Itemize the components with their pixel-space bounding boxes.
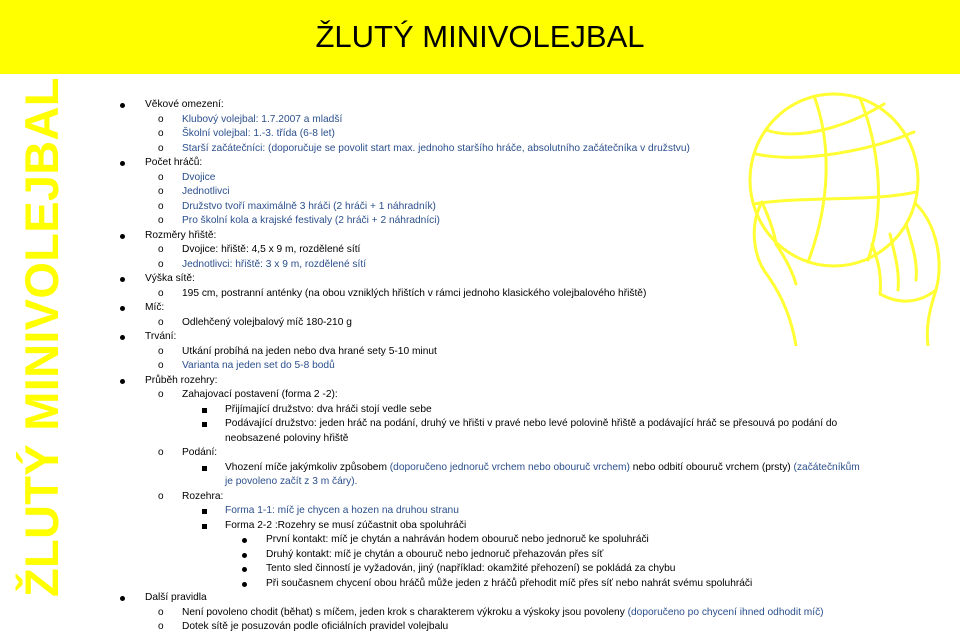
section-heading: Další pravidla xyxy=(145,592,207,603)
list-item xyxy=(100,272,900,287)
square-bullet-icon xyxy=(202,509,207,514)
bullet-icon xyxy=(242,567,247,572)
circle-bullet-icon: o xyxy=(158,360,164,371)
circle-bullet-icon: o xyxy=(158,621,164,632)
bullet-icon xyxy=(120,306,125,311)
list-item: o 195 cm, postranní anténky (na obou vzniklých hřištích v rámci jednoho klasického volejbalového hřiště) xyxy=(100,287,900,302)
list-item: o Dvojice: hřiště: 4,5 x 9 m, rozdělené sítí xyxy=(100,243,900,258)
list-item: o Odlehčený volejbalový míč 180-210 g xyxy=(100,316,900,331)
circle-bullet-icon: o xyxy=(158,142,164,154)
list-item: o Není povoleno chodit (běhat) s míčem, jeden krok s charakterem výkroku a výskoky jsou povoleny (doporučeno po chycení ihned odhodit míč) xyxy=(100,606,900,621)
circle-bullet-icon: o xyxy=(158,287,164,299)
circle-bullet-icon: o xyxy=(158,215,164,226)
section-heading: Věkové omezení: xyxy=(145,99,224,110)
bullet-icon xyxy=(242,538,247,543)
list-item: o Dotek sítě je posuzován podle oficiálních pravidel volejbalu xyxy=(100,620,900,635)
list-item: Vhození míče jakýmkoliv způsobem (doporučeno jednoruč vrchem nebo obouruč vrchem) nebo odbití obouruč vrchem (prsty) (začátečníkům xyxy=(100,461,900,476)
list-item: o Jednotlivci xyxy=(100,185,900,200)
square-bullet-icon xyxy=(202,422,207,427)
list-item: Podávající družstvo: jeden hráč na podání, druhý ve hřišti v pravé nebo levé polovině hřiště a podávající hráč se přesouvá po podání do xyxy=(100,417,900,432)
list-item: Při současnem chycení obou hráčů může jeden z hráčů přehodit míč přes síť nebo nahrát svému spoluhráči xyxy=(100,577,900,592)
circle-bullet-icon: o xyxy=(158,128,164,139)
list-item: o Školní volejbal: 1.-3. třída (6-8 let) xyxy=(100,127,900,142)
section-heading: Trvání: xyxy=(145,331,177,342)
list-item xyxy=(100,591,900,606)
page-title: ŽLUTÝ MINIVOLEJBAL xyxy=(315,19,645,54)
circle-bullet-icon: o xyxy=(158,113,164,125)
list-item: Přijímající družstvo: dva hráči stojí vedle sebe xyxy=(100,403,900,418)
section-heading: Výška sítě: xyxy=(145,273,195,284)
list-item xyxy=(100,156,900,171)
list-item: o Jednotlivci: hřiště: 3 x 9 m, rozdělené sítí xyxy=(100,258,900,273)
list-item: o Rozehra: xyxy=(100,490,900,505)
circle-bullet-icon: o xyxy=(158,186,164,197)
section-heading: Míč: xyxy=(145,302,165,313)
list-item xyxy=(100,301,900,316)
list-item xyxy=(100,374,900,389)
section-heading: Rozměry hřiště: xyxy=(145,229,217,241)
circle-bullet-icon: o xyxy=(158,200,164,212)
bullet-icon xyxy=(120,161,125,166)
bullet-icon xyxy=(120,335,125,340)
circle-bullet-icon: o xyxy=(158,258,164,270)
rules-list xyxy=(100,98,900,635)
side-title: ŽLUTÝ MINIVOLEJBAL xyxy=(15,77,68,597)
title-banner xyxy=(0,0,960,74)
list-item: o Varianta na jeden set do 5-8 bodů xyxy=(100,359,900,374)
square-bullet-icon xyxy=(202,466,207,471)
circle-bullet-icon: o xyxy=(158,389,164,400)
list-item: o Dvojice xyxy=(100,171,900,186)
list-item-continuation: neobsazené poloviny hřiště xyxy=(225,432,349,444)
list-item: o Družstvo tvoří maximálně 3 hráči (2 hráči + 1 náhradník) xyxy=(100,200,900,215)
bullet-icon xyxy=(242,582,247,587)
circle-bullet-icon: o xyxy=(158,171,164,183)
bullet-icon xyxy=(242,553,247,558)
square-bullet-icon xyxy=(202,408,207,413)
circle-bullet-icon: o xyxy=(158,606,164,618)
hand-right xyxy=(916,204,939,346)
section-heading: Průběh rozehry: xyxy=(145,374,218,386)
list-item: Forma 2-2 :Rozehry se musí zúčastnit oba spoluhráči xyxy=(100,519,900,534)
list-item: Forma 1-1: míč je chycen a hozen na druhou stranu xyxy=(100,504,900,519)
bullet-icon xyxy=(120,103,125,108)
list-item: Druhý kontakt: míč je chytán a obouruč nebo jednoruč přehazován přes síť xyxy=(100,548,900,563)
square-bullet-icon xyxy=(202,524,207,529)
bullet-icon xyxy=(120,277,125,282)
hand-right-finger xyxy=(906,224,916,280)
list-item: o Podání: xyxy=(100,446,900,461)
list-item: První kontakt: míč je chytán a nahráván hodem obouruč nebo jednoruč ke spoluhráči xyxy=(100,533,900,548)
circle-bullet-icon: o xyxy=(158,490,164,502)
bullet-icon xyxy=(120,234,125,239)
circle-bullet-icon: o xyxy=(158,244,164,255)
circle-bullet-icon: o xyxy=(158,345,164,357)
list-item: o Starší začátečníci: (doporučuje se povolit start max. jednoho staršího hráče, absolutního začátečníka v družstvu) xyxy=(100,142,900,157)
list-item: o Utkání probíhá na jeden nebo dva hrané sety 5-10 minut xyxy=(100,345,900,360)
bullet-icon xyxy=(120,379,125,384)
list-item-continuation: je povoleno začít z 3 m čáry). xyxy=(225,476,358,487)
list-item xyxy=(100,98,900,113)
bullet-icon xyxy=(120,596,125,601)
list-item xyxy=(100,330,900,345)
section-heading: Počet hráčů: xyxy=(145,157,203,168)
list-item xyxy=(100,229,900,244)
circle-bullet-icon: o xyxy=(158,447,164,458)
list-item: o Pro školní kola a krajské festivaly (2 hráči + 2 náhradníci) xyxy=(100,214,900,229)
circle-bullet-icon: o xyxy=(158,316,164,328)
list-item: o Zahajovací postavení (forma 2 -2): xyxy=(100,388,900,403)
list-item: Tento sled činností je vyžadován, jiný (například: okamžité přehození) se pokládá za chybu xyxy=(100,562,900,577)
list-item: o Klubový volejbal: 1.7.2007 a mladší xyxy=(100,113,900,128)
